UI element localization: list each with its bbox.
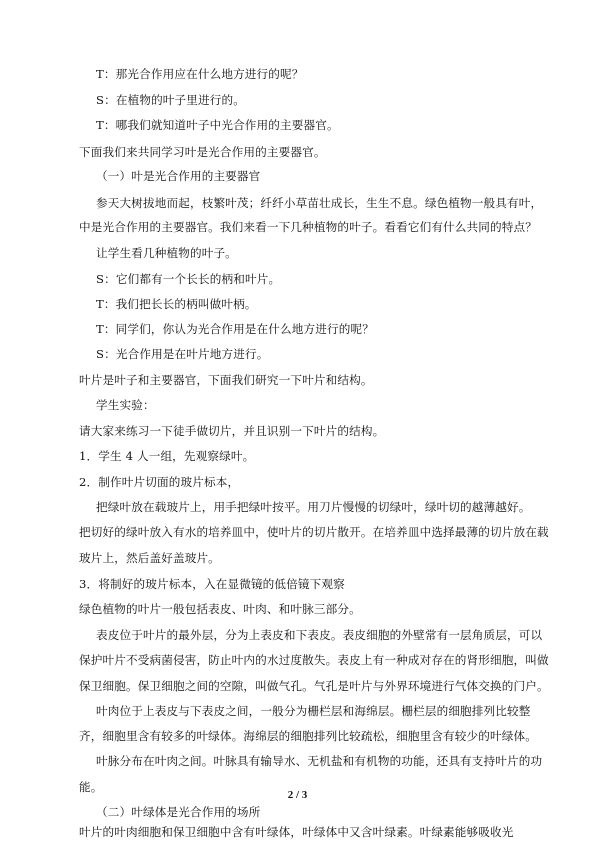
text-line: 能。	[79, 780, 103, 794]
text-line: 下面我们来共同学习叶是光合作用的主要器官。	[79, 145, 326, 159]
text-line: S：光合作用是在叶片地方进行。	[96, 347, 269, 361]
text-line: 叶脉分布在叶肉之间。叶脉具有输导水、无机盐和有机物的功能，还具有支持叶片的功	[96, 754, 543, 768]
text-line: （二）叶绿体是光合作用的场所	[96, 805, 261, 819]
text-line: S：它们都有一个长长的柄和叶片。	[96, 272, 281, 286]
text-line: 表皮位于叶片的最外层，分为上表皮和下表皮。表皮细胞的外壁常有一层角质层，可以	[96, 628, 543, 642]
text-line: 把切好的绿叶放入有水的培养皿中，使叶片的切片散开。在培养皿中选择最薄的切片放在载	[79, 525, 549, 539]
text-line: 让学生看几种植物的叶子。	[96, 246, 237, 260]
text-line: 请大家来练习一下徒手做切片，并且识别一下叶片的结构。	[79, 424, 385, 438]
text-line: T：我们把长长的柄叫做叶柄。	[96, 297, 257, 311]
text-line: 3．将制好的玻片标本，入在显微镜的低倍镜下观察	[79, 577, 345, 591]
text-line: 中是光合作用的主要器官。我们来看一下几种植物的叶子。看看它们有什么共同的特点？	[79, 220, 538, 234]
text-line: 玻片上，然后盖好盖玻片。	[79, 551, 220, 565]
page-number: 2 / 3	[287, 789, 308, 801]
text-line: 齐，细胞里含有较多的叶绿体。海绵层的细胞排列比较疏松，细胞里含有较少的叶绿体。	[79, 729, 538, 743]
text-line: T：那光合作用应在什么地方进行的呢？	[96, 67, 304, 81]
text-line: 叶片是叶子和主要器官，下面我们研究一下叶片和结构。	[79, 373, 373, 387]
text-line: 学生实验：	[96, 398, 155, 412]
text-line: 叶片的叶肉细胞和保卫细胞中含有叶绿体，叶绿体中又含叶绿素。叶绿素能够吸收光	[79, 825, 514, 839]
text-line: 保卫细胞。保卫细胞之间的空隙，叫做气孔。气孔是叶片与外界环境进行气体交换的门户。	[79, 679, 549, 693]
text-line: 参天大树拔地而起，枝繁叶茂；纤纤小草苗壮成长，生生不息。绿色植物一般具有叶，	[96, 196, 543, 210]
text-line: T：同学们，你认为光合作用是在什么地方进行的呢？	[96, 322, 374, 336]
text-line: 把绿叶放在载玻片上，用手把绿叶按平。用刀片慢慢的切绿叶，绿叶切的越薄越好。	[96, 500, 531, 514]
text-line: （一）叶是光合作用的主要器官	[96, 169, 261, 183]
text-line: 绿色植物的叶片一般包括表皮、叶肉、和叶脉三部分。	[79, 602, 361, 616]
text-line: 1．学生 4 人一组，先观察绿叶。	[79, 449, 255, 463]
text-line: S：在植物的叶子里进行的。	[96, 93, 246, 107]
text-line: 2．制作叶片切面的玻片标本，	[79, 475, 240, 489]
text-line: T：哪我们就知道叶子中光合作用的主要器官。	[96, 118, 339, 132]
text-line: 保护叶片不受病菌侵害，防止叶内的水过度散失。表皮上有一种成对存在的肾形细胞，叫做	[79, 653, 549, 667]
text-line: 叶肉位于上表皮与下表皮之间，一般分为栅栏层和海绵层。栅栏层的细胞排列比较整	[96, 704, 531, 718]
